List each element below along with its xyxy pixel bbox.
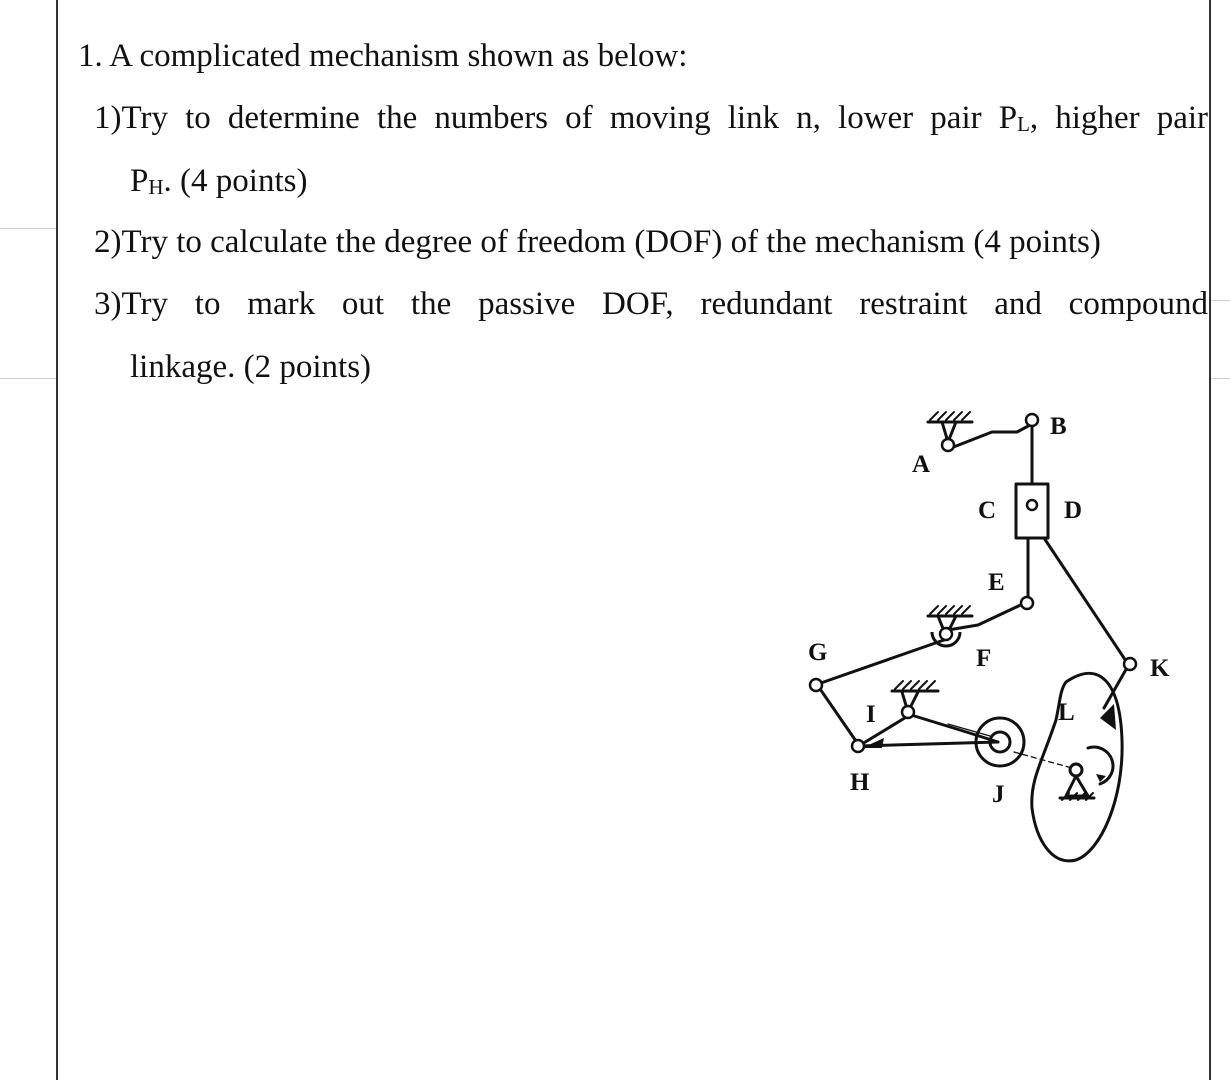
label-c: C — [978, 497, 997, 524]
part1-text-after: , higher pair — [1029, 100, 1209, 136]
joint-k — [1124, 658, 1136, 670]
frame-rule — [0, 378, 56, 379]
link-fg — [818, 640, 944, 684]
ph-subscript: H — [148, 175, 164, 199]
joint-g — [810, 679, 822, 691]
label-h: H — [850, 769, 870, 796]
link-ij — [908, 714, 998, 742]
link-dk — [1044, 538, 1128, 664]
part2-number: 2) — [94, 224, 122, 260]
joint-f — [940, 628, 952, 640]
label-a: A — [912, 451, 931, 478]
joint-h — [852, 740, 864, 752]
joint-i — [902, 706, 914, 718]
joint-b — [1026, 414, 1038, 426]
frame-rule — [1211, 300, 1230, 301]
label-k: K — [1150, 655, 1170, 682]
ph-letter: P — [130, 163, 149, 199]
part1-number: 1) — [94, 100, 122, 136]
cam-contact-marker — [1100, 704, 1116, 730]
part3-line1 — [94, 284, 1208, 324]
part2-text: Try to calculate the degree of freedom (DOF) of the mechanism (4 points) — [121, 224, 1101, 260]
frame-rule — [1211, 378, 1230, 379]
ground-hatch-f — [930, 606, 970, 614]
label-g: G — [808, 639, 828, 666]
label-e: E — [988, 569, 1005, 596]
part3-text: Try to mark out the passive DOF, redundant restraint and compound — [121, 286, 1208, 322]
label-i: I — [866, 701, 876, 728]
ground-hatch-i — [895, 681, 935, 689]
pl-subscript: L — [1017, 112, 1030, 136]
ground-hatch-a — [930, 412, 970, 420]
part1-line2 — [130, 161, 307, 201]
joint-e — [1021, 597, 1033, 609]
frame-rule — [0, 228, 56, 229]
label-l: L — [1058, 699, 1075, 726]
frame-left-border — [56, 0, 58, 1080]
label-f: F — [976, 645, 992, 672]
label-j: J — [992, 781, 1005, 808]
question-title: 1. A complicated mechanism shown as below: — [78, 38, 688, 74]
part1-text: Try to determine the numbers of moving link n, lower pair P — [121, 100, 1018, 136]
link-ab — [951, 424, 1032, 448]
cam-pivot — [1070, 764, 1082, 776]
joint-a — [942, 439, 954, 451]
part3-number: 3) — [94, 286, 122, 322]
part3-line2: linkage. (2 points) — [130, 349, 372, 385]
label-b: B — [1050, 413, 1067, 440]
joint-c — [1027, 500, 1037, 510]
frame-right-border — [1209, 0, 1211, 1080]
part1-line1 — [94, 98, 1208, 138]
label-d: D — [1064, 497, 1083, 524]
link-gh — [818, 686, 858, 744]
part2-line — [94, 222, 1101, 262]
part1-points: . (4 points) — [163, 163, 308, 199]
mechanism-diagram — [790, 400, 1170, 880]
